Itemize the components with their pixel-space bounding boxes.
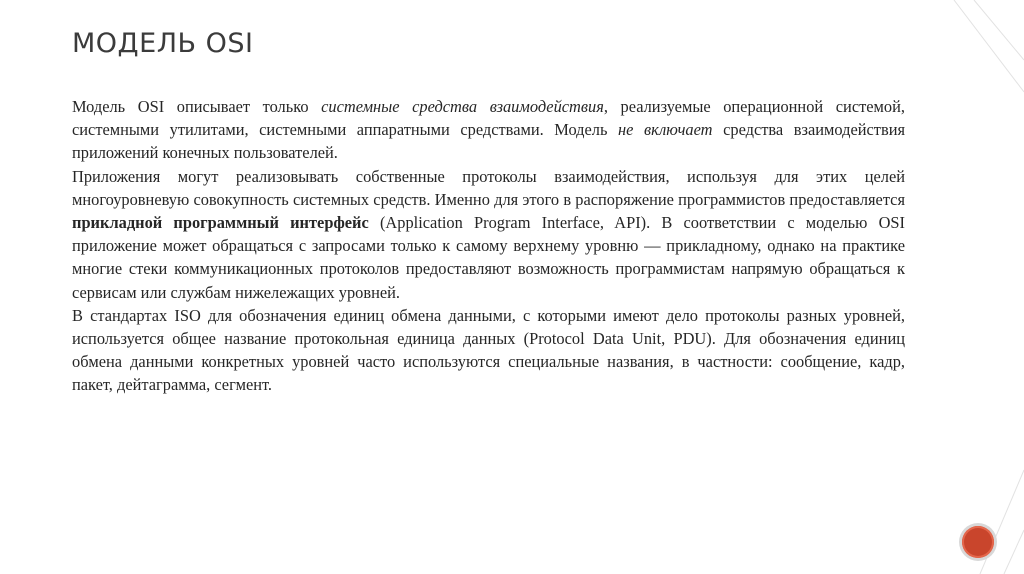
paragraph-3 bbox=[72, 304, 905, 397]
circle-nav-icon[interactable] bbox=[959, 523, 997, 561]
slide-title: МОДЕЛЬ OSI bbox=[72, 28, 254, 59]
paragraph-1 bbox=[72, 95, 905, 165]
text-run: Приложения могут реализовывать собственные протоколы взаимодействия, используя для этих целей многоуровневую совокупность системных средств. Именно для этого в распоряжение программистов предоставляется bbox=[72, 166, 905, 209]
text-run: В стандартах ISO для обозначения единиц обмена данными, с которыми имеют дело протоколы разных уровней, используется общее название протокольная единица данных (Protocol Data Unit, PDU). Для обозначения единиц обмена данными конкретных уровней часто используются специальные названия, в частности: сообщение, кадр, пакет, дейтаграмма, сегмент. bbox=[72, 305, 905, 395]
text-run-italic: не включает bbox=[618, 120, 713, 140]
text-run: средства взаимодействия приложений конечных пользователей. bbox=[72, 120, 906, 163]
paragraph-2 bbox=[72, 165, 905, 304]
text-run: Модель OSI описывает только bbox=[72, 97, 322, 116]
decorative-lines bbox=[944, 0, 1024, 574]
text-run-italic: системные средства взаимодействия bbox=[321, 97, 604, 116]
text-run-bold: прикладной программный интерфейс bbox=[72, 213, 369, 233]
slide-body bbox=[72, 95, 905, 397]
circle-nav-inner bbox=[962, 526, 994, 558]
text-run: (Application Program Interface, API). В соответствии с моделью OSI приложение может обращаться с запросами только к самому верхнему уровню — прикладному, однако на практике многие стеки коммуникационных протоколов предоставляют возможность программистам напрямую обращаться к сервисам или службам нижележащих уровней. bbox=[72, 213, 905, 302]
text-run: , реализуемые операционной системой, системными утилитами, системными аппаратными средствами. Модель bbox=[72, 97, 905, 140]
